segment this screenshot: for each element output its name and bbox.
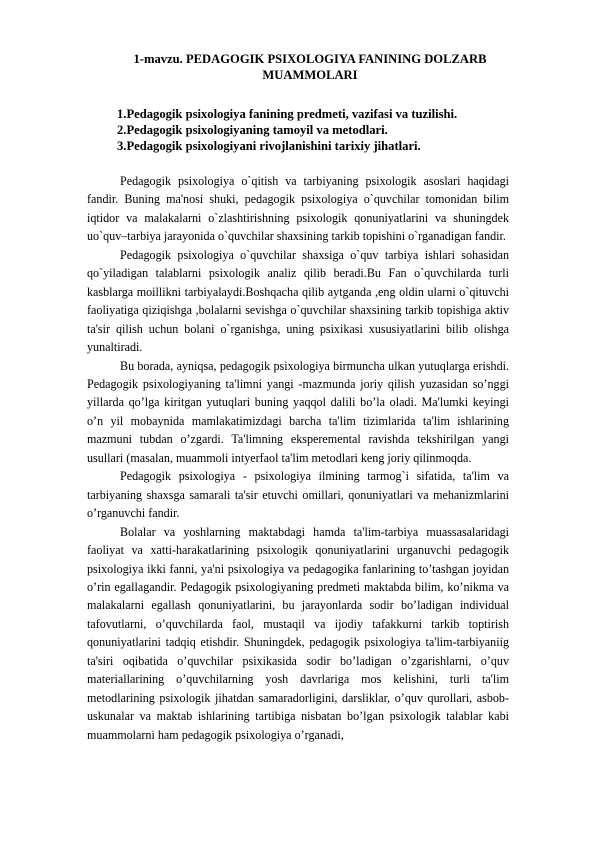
topic-item: 3.Pedagogik psixologiyani rivojlanishini tarixiy jihatlari.: [117, 139, 421, 153]
paragraph: Bu borada, ayniqsa, pedagogik psixologiya birmuncha ulkan yutuqlarga erishdi. Pedagogik psixologiyaning ta'limni yangi -mazmunda joriy qilish yuzasidan so’nggi yillarda qo’lga kiritgan yutuqlari buning yaqqol dalili bo’la oladi. Ma'lumki keyingi o’n yil mobaynida mamlakatimizdagi barcha ta'lim tizimlarida ta'lim ishlarining mazmuni tubdan o’zgardi. Ta'limning eksperemental ravishda tekshirilgan yangi usullari (masalan, muammoli intyerfaol ta'lim metodlari keng joriy qilinmoqda.: [87, 358, 509, 465]
topic-list: [117, 106, 557, 154]
topic-item: 1.Pedagogik psixologiya fanining predmeti, vazifasi va tuzilishi.: [117, 107, 458, 121]
body-text: [87, 172, 509, 744]
document-title: 1-mavzu. PEDAGOGIK PSIXOLOGIYA FANINING DOLZARB MUAMMOLARI: [133, 52, 487, 82]
paragraph: Pedagogik psixologiya - psixologiya ilmining tarmog`i sifatida, ta'lim va tarbiyaning shaxsga samarali ta'sir etuvchi omillari, qonuniyatlari va mehanizmlarini o’rganuvchi fandir.: [87, 469, 509, 521]
paragraph: Pedagogik psixologiya o`quvchilar shaxsiga o`quv tarbiya ishlari sohasidan qo`yiladigan talablarni psixologik analiz qilib beradi.Bu Fan o`quvchilarda turli kasblarga moillikni tarbiyalaydi.Boshqacha qilib aytganda ,eng oldin ularni o`qituvchi faoliyatiga qiziqishga ,bolalarni sevishga o`quvchilar shaxsining tarkib topishiga aktiv ta'sir qilish uchun bolani o`rganishga, uning psixikasi xususiyatlarini bilib olishga yunaltiradi.: [87, 247, 509, 355]
paragraph: Bolalar va yoshlarning maktabdagi hamda ta'lim-tarbiya muassasalaridagi faoliyat va xatti-harakatlarining psixologik qonuniyatlarini urganuvchi pedagogik psixologiya ikki fanni, ya'ni psixologiya va pedagogika fanlarining to’tashgan joyidan o’rin egallagandir. Pedagogik psixologiyaning predmeti maktabda bilim, ko’nikma va malakalarni egallash qonuniyatlarini, bu jarayonlarda sodir bo’ladigan individual tafovutlarni, o’quvchilarda faol, mustaqil va ijodiy tafakkurni tarkib toptirish qonuniyatlarini tadqiq etishdir. Shuningdek, pedagogik psixologiya ta'lim-tarbiyaniig ta'siri oqibatida o’quvchilar psixikasida sodir bo’ladigan o’zgarishlarni, o’quv materiallarining o’quvchilarning yosh davrlariga mos kelishini, turli ta'lim metodlarining psixologik jihatdan samaradorligini, darsliklar, o’quv qurollari, asbob-uskunalar va maktab ishlarining tartibiga nisbatan bo’lgan psixologik talablar kabi muammolarni ham pedagogik psixologiya o’rganadi,: [87, 524, 509, 742]
topic-item: 2.Pedagogik psixologiyaning tamoyil va metodlari.: [117, 123, 388, 137]
paragraph: Pedagogik psixologiya o`qitish va tarbiyaning psixologik asoslari haqidagi fandir. Buning ma'nosi shuki, pedagogik psixologiya o`quvchilar tomonidan bilim iqtidor va malakalarni o`zlashtirishning psixologik qonuniyatlarini va shuningdek uo`quv–tarbiya jarayonida o`quvchilar shaxsining tarkib topishini o`rganadigan fandir.: [87, 174, 509, 244]
